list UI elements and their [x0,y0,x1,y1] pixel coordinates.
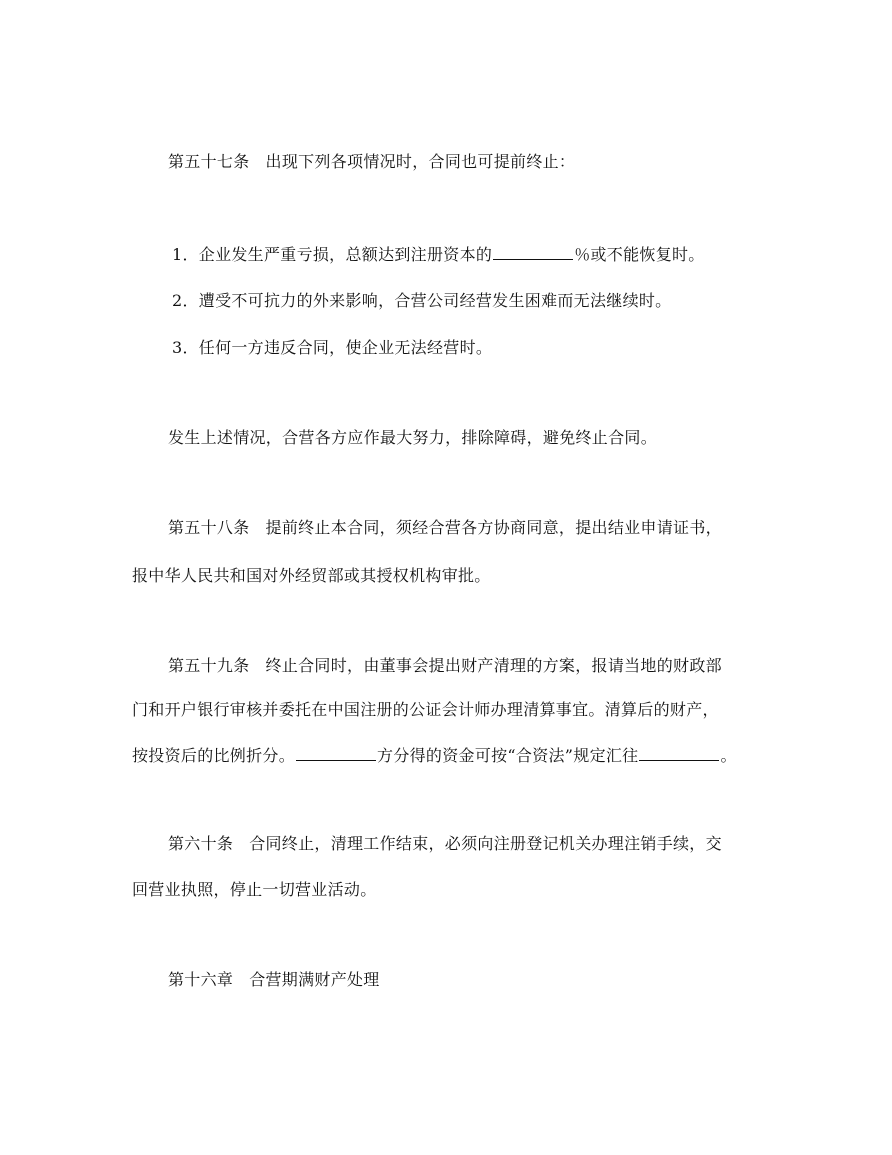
article-60-text-1: 合同终止，清理工作结束，必须向注册登记机关办理注销手续，交 [249,834,722,853]
article-57-text: 出现下列各项情况时，合同也可提前终止： [265,152,576,171]
fill-blank-party[interactable] [296,744,376,761]
item-2-number: 2． [172,291,199,310]
article-57-item-2 [172,291,671,311]
article-60-line-2: 回营业执照，停止一切营业活动。 [132,880,377,899]
article-60-number: 第六十条 [168,834,234,853]
item-1-text-before: 企业发生严重亏损，总额达到注册资本的 [198,245,493,264]
fill-blank-destination[interactable] [639,744,719,761]
article-57-closing: 发生上述情况，合营各方应作最大努力，排除障碍，避免终止合同。 [168,428,658,447]
article-59-text-3c: 。 [720,746,737,765]
chapter-16-number: 第十六章 [168,970,234,989]
article-59-number: 第五十九条 [168,656,250,675]
item-3-text: 任何一方违反合同，使企业无法经营时。 [198,338,493,357]
article-59-text-3b: 方分得的资金可按“合资法”规定汇往 [377,746,639,765]
article-58-text-1: 提前终止本合同，须经合营各方协商同意，提出结业申请证书， [265,518,722,537]
item-1-number: 1． [172,245,199,264]
article-57-heading-line [168,152,575,172]
article-58-line-1 [168,518,722,538]
article-58-line-2: 报中华人民共和国对外经贸部或其授权机构审批。 [132,566,491,585]
article-57-item-1 [172,243,705,265]
item-2-text: 遭受不可抗力的外来影响，合营公司经营发生困难而无法继续时。 [198,291,672,310]
article-59-line-2: 门和开户银行审核并委托在中国注册的公证会计师办理清算事宜。清算后的财产， [132,700,719,719]
article-59-text-3a: 按投资后的比例折分。 [132,746,296,765]
article-57-number: 第五十七条 [168,152,250,171]
item-1-text-after: ％或不能恢复时。 [574,245,705,264]
article-59-text-1: 终止合同时，由董事会提出财产清理的方案，报请当地的财政部 [265,656,722,675]
article-58-number: 第五十八条 [168,518,250,537]
article-60-line-1 [168,834,722,854]
article-59-line-1 [168,656,722,676]
fill-blank-percent[interactable] [493,243,573,260]
article-57-item-3 [172,338,492,358]
chapter-16-heading [168,970,380,990]
article-59-line-3 [132,744,737,766]
chapter-16-title: 合营期满财产处理 [249,970,380,989]
item-3-number: 3． [172,338,199,357]
